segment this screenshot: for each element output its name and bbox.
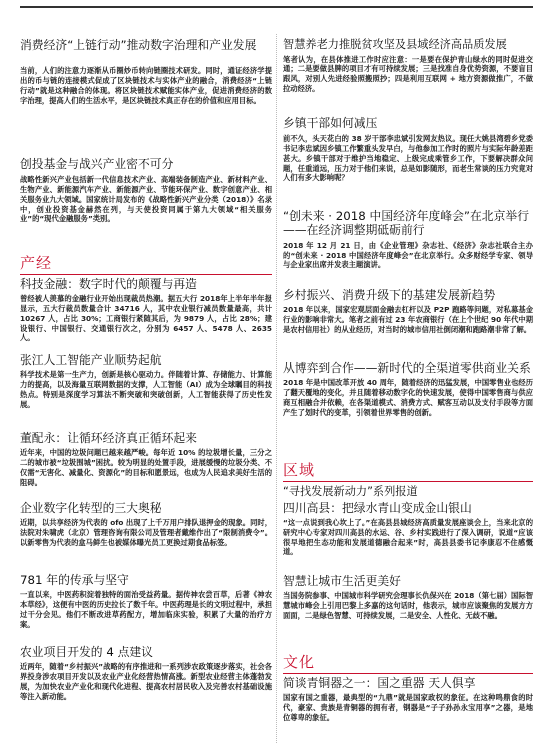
- article-title: 乡村振兴、消费升级下的基建发展新趋势: [283, 288, 496, 302]
- article-retail-relations[interactable]: [283, 361, 533, 417]
- section-header-culture: [283, 655, 533, 674]
- article-circular-economy[interactable]: [20, 431, 272, 487]
- article-summary: 2018 年 12 月 21 日，由《企业管理》杂志社、《经济》杂志社联合主办的“创未来 · 2018 中国经济年度峰会”在北京举行。众多财经学专家、领导与企业家出席并发表主题演讲。: [283, 240, 533, 270]
- top-rule: [20, 6, 533, 8]
- section-title: 文化: [283, 653, 316, 671]
- article-summary: 近期，以共享经济为代表的 ofo 出现了上千万用户排队退押金的现象。同时，法院对朱啸虎（北京）管理咨询有限公司及管理者戴维作出了“限制消费令”。以新零售为代表的盒马鲜生也被媒体曝光员工更换过期食品标签。: [20, 518, 272, 547]
- section-header-region: [283, 463, 533, 482]
- article-summary: 近两年，随着“乡村振兴”战略的有序推进和一系列涉农政策逐步落实，社会各界投身涉农项目开发以及农业产业化经营热情高涨。新型农业经营主体蓬勃发展，为加快农业产业化和现代化进程、提高农村居民收入及完善农村基础设施等注入新动能。: [20, 662, 272, 701]
- article-smart-elderly-care[interactable]: [283, 38, 533, 94]
- article-summary: 前不久，头天花白的 38 岁干部李忠斌引发网友热议。现任大姚县湾碧乡党委书记李忠斌因乡镇工作繁重头发早白，与他参加工作时的照片与实际年龄差距甚大。乡镇干部对于维护当地稳定、上级完成乘管乡工作，下要解决群众问题，任重道远，压力对于他们来说，总是如影随形，而老生常谈的压力究竟对人们有多大影响呢？: [283, 134, 533, 183]
- article-digital-transformation[interactable]: [20, 501, 272, 548]
- section-rule: [283, 481, 533, 482]
- article-zhangjiang-ai[interactable]: [20, 353, 272, 409]
- article-township-cadres[interactable]: [283, 116, 533, 183]
- article-summary: “这一点说到我心坎上了。”在高县县城经济高质量发展座谈会上，当来北京的研究中心专家对四川高县的水运、谷、乡村实践进行了深入调研，说道“应该很早地把生态功能和发展道德融合起来”时，高县县委书记李康忍不住感慨道。: [283, 518, 533, 557]
- article-title: “创未来 · 2018 中国经济年度峰会”在北京举行——在经济调整期砥砺前行: [283, 209, 529, 238]
- article-summary: 笔者认为，在县体推进工作时应注意：一是要在保护青山绿水的同时促进交通；二是要做县脾的项目才有可持续发展；三是找准自身优势资源，不要盲目跟风，对别人先进经验照搬照抄；四是利用互联网 + 地方资源做推广，不做拉动经济。: [283, 54, 533, 93]
- article-title: 简谈青铜器之一：国之重器 天人俱享: [283, 676, 476, 690]
- article-title: 从博弈到合作——新时代的全渠道零供商业关系: [283, 361, 531, 375]
- article-title: 科技金融：数字时代的颠覆与再造: [20, 277, 197, 291]
- article-title: 乡镇干部如何减压: [283, 116, 378, 130]
- article-rural-infrastructure[interactable]: [283, 288, 533, 335]
- article-summary: 近年来，中国的垃圾问题已越来越严峻。每年近 10% 的垃圾增长量，三分之二的城市被“垃圾围城”困扰。较为明显的处置手段，进展缓慢的垃圾分类、不仅需“无害化、减量化、资源化”的目标和愿景远，也成为人民追求美好生活的阻碍。: [20, 448, 272, 487]
- article-summary: 当国务院参事、中国城市科学研究会理事长仇保兴在 2018（第七届）国际智慧城市峰会上引用巴黎上多嘉的这句话时，他表示，城市应该聚焦的发展方方面面，二是绿色智慧、可持续发展，二是安全、人性化、无歧不融。: [283, 591, 533, 620]
- article-summary: 2018 年以来，国家宏观层面金融去杠杆以及 P2P 跑路等问题，对私募基金行业的影响非常大。笔者之前有过 23 年农商银行（在上个世纪 90 年代中期是农村信用社）的从业经历，对当时的城市信用社倒闭潮和跑路潮非常了解。: [283, 305, 533, 334]
- article-summary: 曾经被人羡慕的金融行业开始出现裁员热潮。据五大行 2018年上半年半年报显示，五大行裁员数量合计 34716 人，其中农业银行减员数量最高，共计 10267 人，占比 30%；工商银行紧随其后，为 9879 人，占比 28%；建设银行、中国银行、交通银行次之，分别为 6457 人、5478 人、2635 人。: [20, 294, 272, 343]
- article-title: 智慧养老力推脱贫攻坚及县域经济高品质发展: [283, 38, 507, 51]
- article-economy-summit[interactable]: [283, 209, 533, 270]
- article-venture-funds[interactable]: [20, 157, 272, 224]
- section-rule: [20, 274, 272, 275]
- article-title: 农业项目开发的 4 点建议: [20, 645, 153, 659]
- article-title: 董配永：让循环经济真正循环起来: [20, 431, 197, 445]
- article-title: 张江人工智能产业顺势起航: [20, 353, 162, 367]
- article-fintech[interactable]: [20, 277, 272, 343]
- article-title: 企业数字化转型的三大奥秘: [20, 501, 162, 515]
- article-summary: 一直以来，中医药积淀着独特的面治受益药量。据传神农尝百草，后著《神农本草经》，这便有中医的历史拉长了数千年。中医药理是长的文明过程中，承担过干分会见。他们不断改进草药配方，增加临床实验，积累了大量的治疗方案。: [20, 590, 272, 629]
- article-summary: 国家有国之重器，最典型的“九鼎”就是国家政权的象征。在这种鸣鼎食的时代，豪家、贵族是青铜器的拥有者，钢器是“子子孙孙永宝用享”之器，是地位尊卑的象征。: [283, 693, 533, 722]
- article-title: 781 年的传承与坚守: [20, 573, 129, 587]
- article-summary: 战略性新兴产业包括新一代信息技术产业、高端装备制造产业、新材料产业、生物产业、新能源汽车产业、新能源产业、节能环保产业、数字创意产业、相关服务业九大领域。国家统计局发布的《战略性新兴产业分类（2018）》名录中，创业投资基金赫然在列，与天使投资同属于第九大领域“相关服务业”的“现代金融服务”类别。: [20, 175, 272, 224]
- section-title: 区域: [283, 461, 316, 479]
- article-summary: 科学技术是第一生产力，创新是核心驱动力。伴随着计算、存储能力、计算能力的提高，以及海量互联网数据的支撑，人工智能（AI）成为全球瞩目的科技热点。特别是深度学习算法不断突破和突破创新，人工智能获得了历史性发展。: [20, 370, 272, 409]
- article-smart-city[interactable]: [283, 574, 533, 621]
- article-gaoxian[interactable]: [283, 485, 533, 557]
- column-divider: [276, 34, 277, 743]
- article-title: 智慧让城市生活更美好: [283, 574, 401, 588]
- article-summary: 当前，人们的注意力逐渐从币圈炒币转向链圈技术研发。同时，通证经济学提出的币与链的连接模式促成了区块链技术与实体产业的融合，消费经济“上链行动”就是这种融合的体现。将区块链技术赋能实体产业，促进消费经济的数字治理，提高人们的生活水平，是区块链技术真正存在的价值和应用目标。: [20, 66, 272, 105]
- article-title: 消费经济“上链行动”推动数字治理和产业发展: [20, 38, 257, 52]
- article-consumer-chain[interactable]: [20, 38, 272, 105]
- article-title: 四川高县：把绿水青山变成金山银山: [283, 500, 472, 515]
- series-label: “寻找发展新动力”系列报道: [283, 485, 418, 498]
- section-header-industry: [20, 256, 272, 275]
- article-781-years[interactable]: [20, 573, 272, 629]
- article-title: 创投基金与战兴产业密不可分: [20, 157, 174, 171]
- article-bronze-ware[interactable]: [283, 676, 533, 723]
- section-rule: [283, 673, 533, 674]
- article-summary: 2018 年是中国改革开放 40 周年，随着经济的迅猛发展，中国零售业也经历了翻天覆地的变化，并且随着移动数字化的快速发展，使得中国零售商与供应商互相融合并依赖，在各渠道模式、消费方式、赋客互动以及支付手段等方面产生了划时代的变革，引领着世界零售的创新。: [283, 378, 533, 417]
- section-title: 产经: [20, 254, 53, 272]
- article-agriculture-tips[interactable]: [20, 645, 272, 701]
